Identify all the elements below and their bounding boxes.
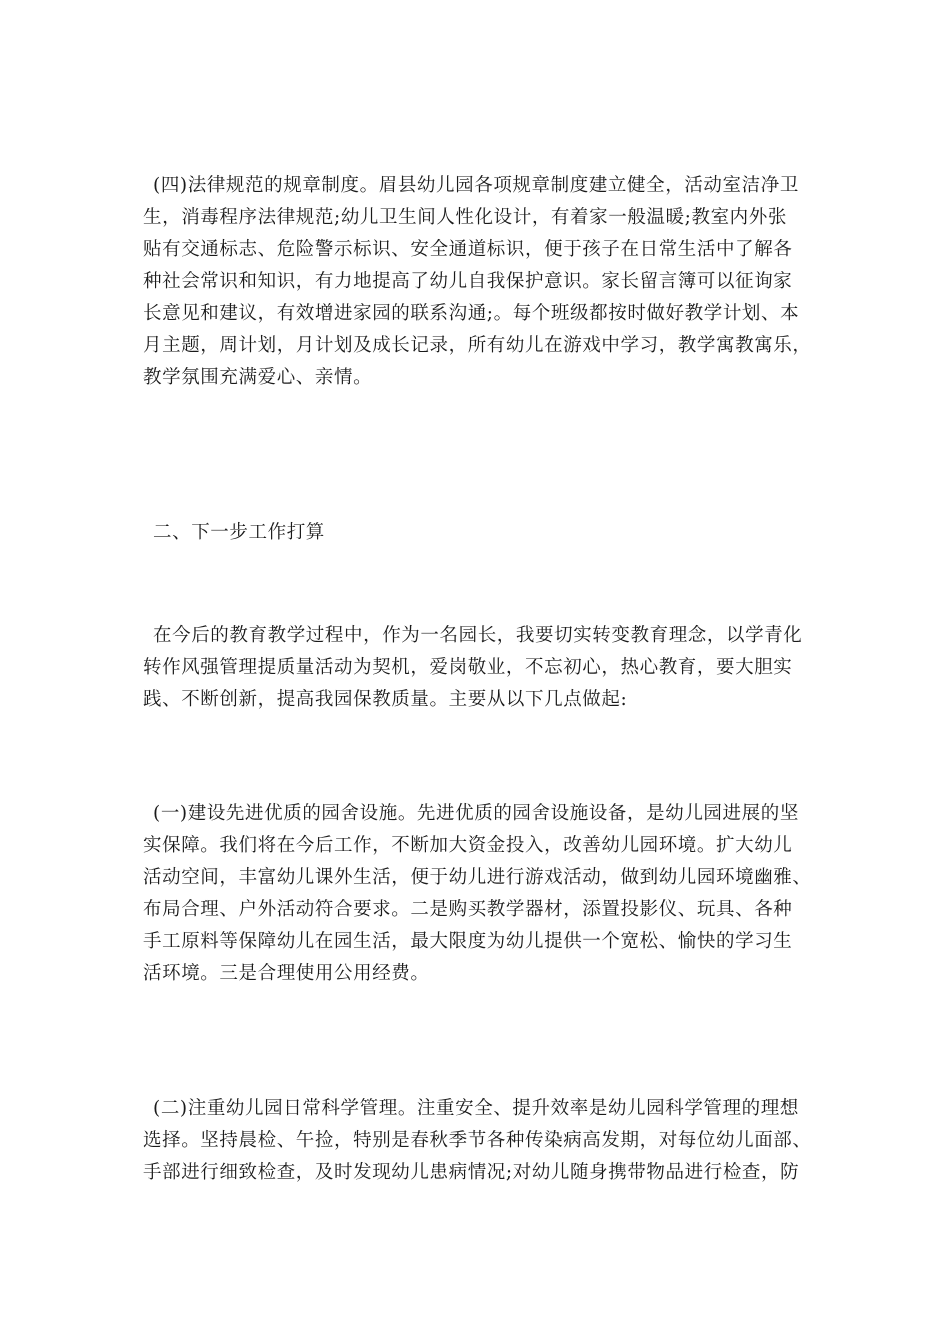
paragraph-line: 月主题，周计划，月计划及成长记录，所有幼儿在游戏中学习，教学寓教寓乐， xyxy=(143,335,812,356)
paragraph-line: 践、不断创新，提高我园保教质量。主要从以下几点做起: xyxy=(143,689,628,710)
paragraph-line: 在今后的教育教学过程中，作为一名园长，我要切实转变教育理念，以学青化 xyxy=(153,625,803,646)
paragraph-regulations xyxy=(143,170,812,394)
paragraph-line: 教学氛围充满爱心、亲情。 xyxy=(143,367,373,388)
paragraph-facilities xyxy=(143,798,812,990)
paragraph-line: 转作风强管理提质量活动为契机，爱岗敬业，不忘初心，热心教育，要大胆实 xyxy=(143,657,793,678)
paragraph-line: 种社会常识和知识，有力地提高了幼儿自我保护意识。家长留言簿可以征询家 xyxy=(143,271,793,292)
paragraph-line: 活动空间，丰富幼儿课外生活，便于幼儿进行游戏活动，做到幼儿园环境幽雅、 xyxy=(143,867,812,888)
paragraph-line: 贴有交通标志、危险警示标识、安全通道标识，便于孩子在日常生活中了解各 xyxy=(143,239,793,260)
paragraph-line: (二)注重幼儿园日常科学管理。注重安全、提升效率是幼儿园科学管理的理想 xyxy=(153,1098,799,1119)
paragraph-line: 活环境。三是合理使用公用经费。 xyxy=(143,963,430,984)
paragraph-line: 布局合理、户外活动符合要求。二是购买教学器材，添置投影仪、玩具、各种 xyxy=(143,899,793,920)
paragraph-line: 手部进行细致检查，及时发现幼儿患病情况;对幼儿随身携带物品进行检查，防 xyxy=(143,1162,800,1183)
paragraph-plan-intro xyxy=(143,620,807,716)
paragraph-line: (四)法律规范的规章制度。眉县幼儿园各项规章制度建立健全，活动室洁净卫 xyxy=(153,175,799,196)
paragraph-line: 手工原料等保障幼儿在园生活，最大限度为幼儿提供一个宽松、愉快的学习生 xyxy=(143,931,793,952)
paragraph-line: 长意见和建议，有效增进家园的联系沟通;。每个班级都按时做好教学计划、本 xyxy=(143,303,800,324)
paragraph-line: 实保障。我们将在今后工作，不断加大资金投入，改善幼儿园环境。扩大幼儿 xyxy=(143,835,793,856)
paragraph-line: 生，消毒程序法律规范;幼儿卫生间人性化设计，有着家一般温暖;教室内外张 xyxy=(143,207,787,228)
section-heading-text: 二、下一步工作打算 xyxy=(153,522,325,543)
paragraph-management xyxy=(143,1093,812,1189)
paragraph-line: (一)建设先进优质的园舍设施。先进优质的园舍设施设备，是幼儿园进展的坚 xyxy=(153,803,799,824)
paragraph-line: 选择。坚持晨检、午捡，特别是春秋季节各种传染病高发期，对每位幼儿面部、 xyxy=(143,1130,812,1151)
section-heading xyxy=(143,517,807,549)
